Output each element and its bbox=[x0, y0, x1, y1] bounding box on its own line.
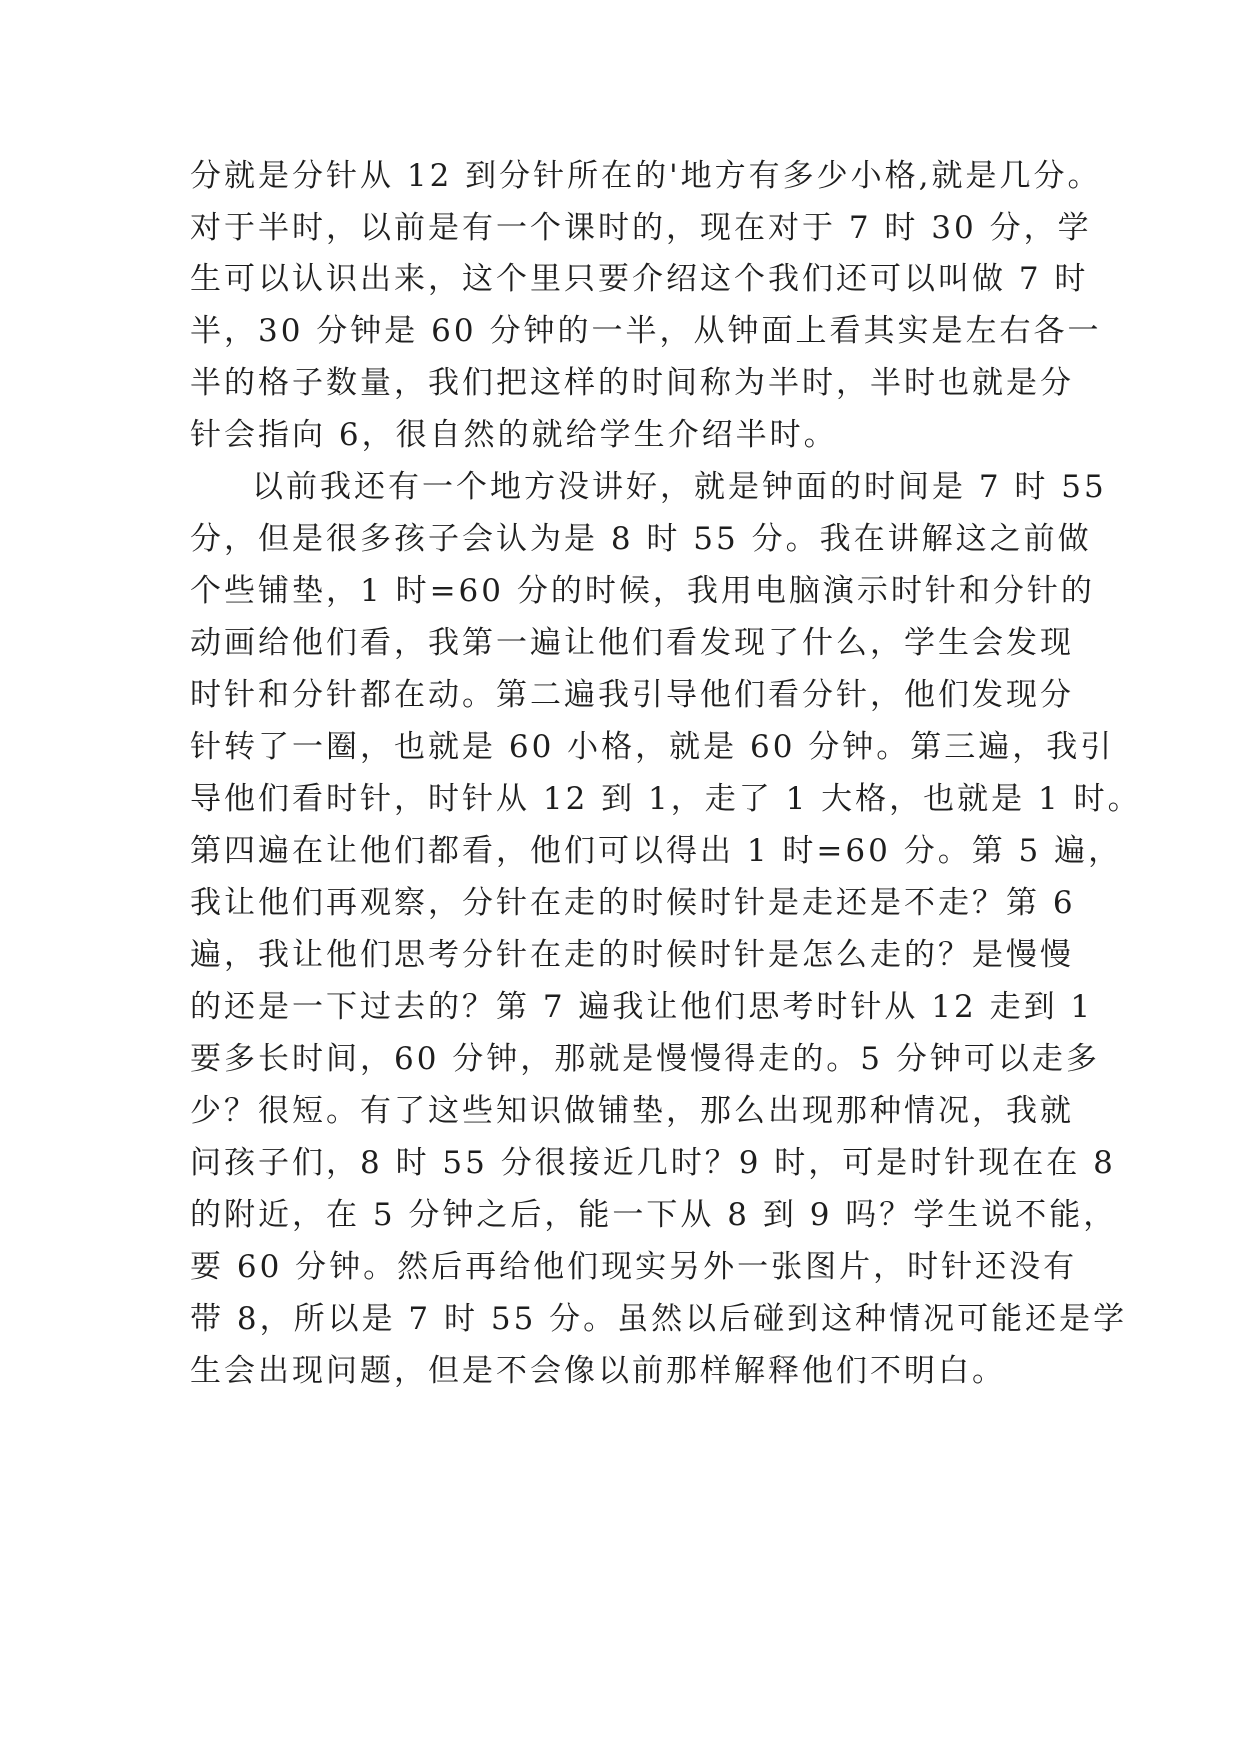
paragraph-2-line-2: 分，但是很多孩子会认为是 8 时 55 分。我在讲解这之前做 bbox=[190, 521, 1092, 557]
paragraph-2-line-10: 遍，我让他们思考分针在走的时候时针是怎么走的？是慢慢 bbox=[190, 937, 1074, 973]
paragraph-2-line-1: 以前我还有一个地方没讲好，就是钟面的时间是 7 时 55 bbox=[252, 469, 1107, 505]
paragraph-1-line-3: 生可以认识出来，这个里只要介绍这个我们还可以叫做 7 时 bbox=[190, 261, 1089, 297]
paragraph-2-line-18: 生会出现问题，但是不会像以前那样解释他们不明白。 bbox=[190, 1353, 1006, 1389]
paragraph-2-line-3: 个些铺垫，1 时=60 分的时候，我用电脑演示时针和分针的 bbox=[190, 573, 1095, 609]
paragraph-1-line-2: 对于半时，以前是有一个课时的，现在对于 7 时 30 分，学 bbox=[190, 210, 1092, 246]
paragraph-2-line-17: 带 8，所以是 7 时 55 分。虽然以后碰到这种情况可能还是学 bbox=[190, 1301, 1128, 1337]
paragraph-2-line-7: 导他们看时针，时针从 12 到 1，走了 1 大格，也就是 1 时。 bbox=[190, 781, 1142, 817]
paragraph-2-line-14: 问孩子们，8 时 55 分很接近几时？9 时，可是时针现在在 8 bbox=[190, 1145, 1116, 1181]
paragraph-1-line-5: 半的格子数量，我们把这样的时间称为半时，半时也就是分 bbox=[190, 365, 1074, 401]
paragraph-2-line-13: 少？很短。有了这些知识做铺垫，那么出现那种情况，我就 bbox=[190, 1093, 1074, 1129]
paragraph-1-line-1: 分就是分针从 12 到分针所在的'地方有多少小格,就是几分。 bbox=[190, 158, 1102, 194]
paragraph-1-line-6: 针会指向 6，很自然的就给学生介绍半时。 bbox=[190, 417, 838, 453]
paragraph-2-line-11: 的还是一下过去的？第 7 遍我让他们思考时针从 12 走到 1 bbox=[190, 989, 1094, 1025]
paragraph-2-line-16: 要 60 分钟。然后再给他们现实另外一张图片，时针还没有 bbox=[190, 1249, 1078, 1285]
paragraph-2-line-15: 的附近，在 5 分钟之后，能一下从 8 到 9 吗？学生说不能， bbox=[190, 1197, 1118, 1233]
paragraph-2-line-5: 时针和分针都在动。第二遍我引导他们看分针，他们发现分 bbox=[190, 677, 1074, 713]
paragraph-1-line-4: 半，30 分钟是 60 分钟的一半，从钟面上看其实是左右各一 bbox=[190, 313, 1102, 349]
paragraph-2-line-9: 我让他们再观察，分针在走的时候时针是走还是不走？第 6 bbox=[190, 885, 1076, 921]
paragraph-2-line-6: 针转了一圈，也就是 60 小格，就是 60 分钟。第三遍，我引 bbox=[190, 729, 1115, 765]
paragraph-2-line-4: 动画给他们看，我第一遍让他们看发现了什么，学生会发现 bbox=[190, 625, 1074, 661]
paragraph-2-line-8: 第四遍在让他们都看，他们可以得出 1 时=60 分。第 5 遍， bbox=[190, 833, 1123, 869]
paragraph-2-line-12: 要多长时间，60 分钟，那就是慢慢得走的。5 分钟可以走多 bbox=[190, 1041, 1100, 1077]
